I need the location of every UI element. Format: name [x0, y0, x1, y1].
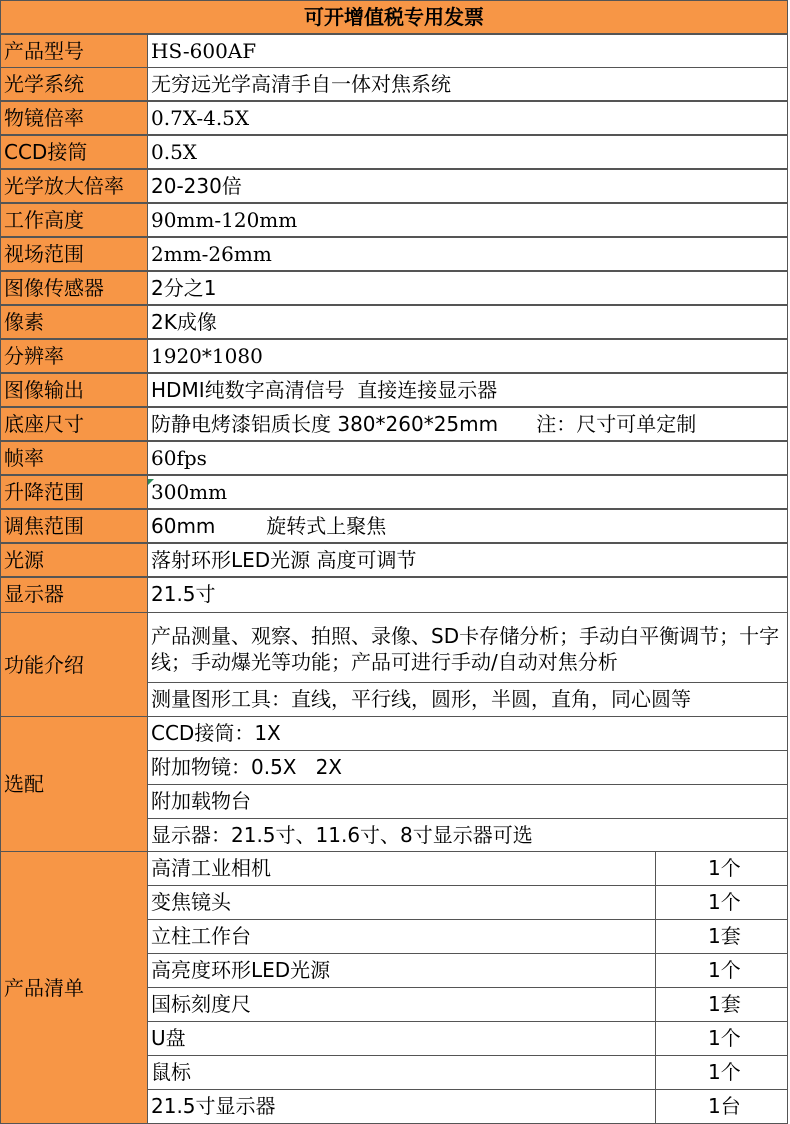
spec-value-optical-zoom: 20-230倍: [147, 169, 788, 203]
spec-label-ccd-adapter: CCD接筒: [0, 135, 148, 169]
spec-label-optical-zoom: 光学放大倍率: [0, 169, 148, 203]
spec-label-display: 显示器: [0, 577, 148, 613]
option-item: CCD接筒：1X: [147, 716, 788, 751]
table-title: 可开增值税专用发票: [0, 0, 788, 34]
spec-label-focus-range: 调焦范围: [0, 509, 148, 543]
spec-label-resolution: 分辨率: [0, 339, 148, 373]
package-item-qty: 1套: [655, 919, 788, 954]
spec-value-image-sensor: 2分之1: [147, 271, 788, 305]
spec-value-lift-range: 300mm: [147, 475, 788, 509]
spec-label-working-height: 工作高度: [0, 203, 148, 237]
package-item-qty: 1套: [655, 987, 788, 1022]
spec-value-light-source: 落射环形LED光源 高度可调节: [147, 543, 788, 577]
package-item-qty: 1台: [655, 1089, 788, 1124]
package-item-qty: 1个: [655, 885, 788, 920]
option-item: 显示器：21.5寸、11.6寸、8寸显示器可选: [147, 818, 788, 852]
spec-value-optical-system: 无穷远光学高清手自一体对焦系统: [147, 67, 788, 101]
spec-label-model: 产品型号: [0, 34, 148, 68]
package-item-qty: 1个: [655, 953, 788, 988]
package-item-name: 高亮度环形LED光源: [147, 953, 656, 988]
package-item-name: 立柱工作台: [147, 919, 656, 954]
spec-value-frame-rate: 60fps: [147, 441, 788, 475]
features-line-1: 产品测量、观察、拍照、录像、SD卡存储分析；手动白平衡调节；十字线；手动爆光等功能；产品可进行手动/自动对焦分析: [147, 612, 788, 683]
spec-label-pixels: 像素: [0, 305, 148, 339]
spec-value-pixels: 2K成像: [147, 305, 788, 339]
package-item-qty: 1个: [655, 1021, 788, 1056]
spec-value-display: 21.5寸: [147, 577, 788, 613]
package-item-name: 国标刻度尺: [147, 987, 656, 1022]
package-item-name: 21.5寸显示器: [147, 1089, 656, 1124]
spec-label-light-source: 光源: [0, 543, 148, 577]
spec-label-base-size: 底座尺寸: [0, 407, 148, 441]
package-item-name: 鼠标: [147, 1055, 656, 1090]
spec-label-objective-mag: 物镜倍率: [0, 101, 148, 135]
spec-label-image-output: 图像输出: [0, 373, 148, 407]
package-item-name: 变焦镜头: [147, 885, 656, 920]
spec-value-base-size: 防静电烤漆铝质长度 380*260*25mm 注：尺寸可单定制: [147, 407, 788, 441]
features-line-2: 测量图形工具：直线，平行线，圆形，半圆，直角，同心圆等: [147, 682, 788, 717]
package-item-name: U盘: [147, 1021, 656, 1056]
spec-label-image-sensor: 图像传感器: [0, 271, 148, 305]
spec-value-ccd-adapter: 0.5X: [147, 135, 788, 169]
spec-label-optical-system: 光学系统: [0, 67, 148, 101]
package-item-qty: 1个: [655, 851, 788, 886]
spec-value-field-of-view: 2mm-26mm: [147, 237, 788, 271]
spec-value-working-height: 90mm-120mm: [147, 203, 788, 237]
cell-comment-marker: [148, 479, 154, 485]
options-label: 选配: [0, 716, 148, 852]
package-item-name: 高清工业相机: [147, 851, 656, 886]
spec-label-lift-range: 升降范围: [0, 475, 148, 509]
spec-label-field-of-view: 视场范围: [0, 237, 148, 271]
spec-value-focus-range: 60mm 旋转式上聚焦: [147, 509, 788, 543]
package-item-qty: 1个: [655, 1055, 788, 1090]
package-label: 产品清单: [0, 851, 148, 1124]
spec-label-frame-rate: 帧率: [0, 441, 148, 475]
features-label: 功能介绍: [0, 612, 148, 717]
spec-value-model: HS-600AF: [147, 34, 788, 68]
spec-value-resolution: 1920*1080: [147, 339, 788, 373]
spec-value-objective-mag: 0.7X-4.5X: [147, 101, 788, 135]
spec-value-image-output: HDMI纯数字高清信号 直接连接显示器: [147, 373, 788, 407]
option-item: 附加物镜：0.5X 2X: [147, 750, 788, 785]
option-item: 附加载物台: [147, 784, 788, 819]
